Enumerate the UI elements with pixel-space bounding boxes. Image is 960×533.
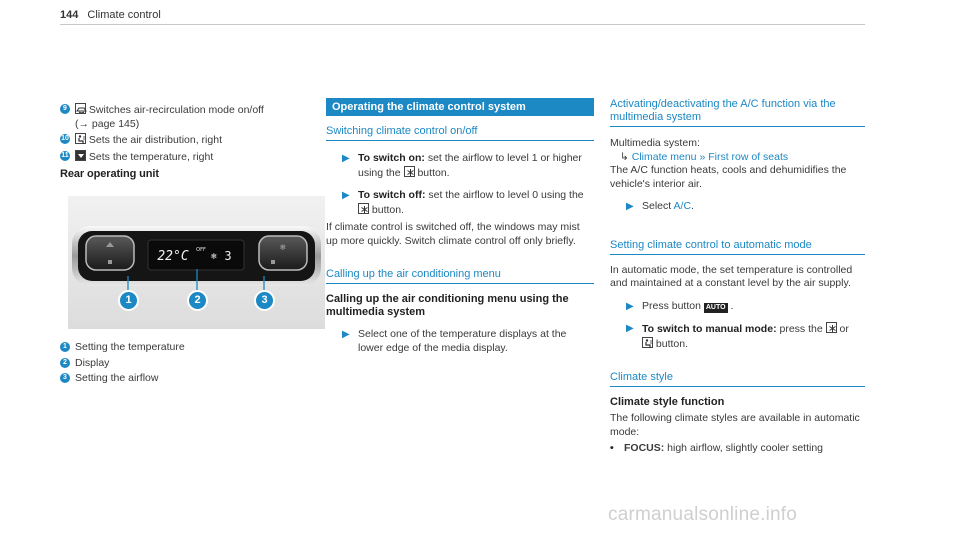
step-arrow-icon: ▶	[626, 300, 634, 312]
step-text-select-display: Select one of the temperature displays at the lower edge of the media display.	[358, 328, 567, 354]
middle-column	[326, 98, 594, 355]
header-divider	[60, 24, 865, 25]
badge-2: 2	[60, 358, 70, 368]
svg-text:❄: ❄	[210, 252, 218, 261]
menu-path	[620, 151, 865, 165]
paragraph-mist: If climate control is switched off, the windows may mist up more quickly. Switch climate control off only briefly.	[326, 221, 580, 247]
callout-3: 3	[254, 290, 275, 311]
step-arrow-icon: ▶	[626, 201, 634, 212]
watermark: carmanualsonline.info	[608, 504, 798, 525]
recirculation-icon	[75, 103, 86, 114]
step-arrow-icon: ▶	[342, 329, 350, 340]
path-chevron-icon: »	[699, 150, 706, 163]
legend-text-1: Setting the temperature	[75, 341, 185, 353]
step-press-auto: ▶ Press button AUTO .	[626, 299, 734, 312]
step-manual-bold: To switch to manual mode:	[642, 323, 777, 335]
legend-text-11: Sets the temperature, right	[88, 150, 214, 163]
legend-text-2: Display	[75, 356, 110, 369]
step-select-ac: ▶ Select A/C.	[626, 200, 694, 212]
badge-10: 10	[61, 135, 69, 142]
callout-1: 1	[118, 290, 139, 311]
badge-1: 1	[60, 342, 70, 352]
rear-operating-unit-heading: Rear operating unit	[60, 168, 159, 180]
callout-2: 2	[187, 290, 208, 311]
step-select-text: Select	[642, 200, 672, 212]
subheading-switching: Switching climate control on/off	[326, 125, 594, 141]
temperature-up-down-icon	[75, 150, 86, 161]
step-text-on-b: button.	[417, 166, 450, 179]
rear-operating-unit-photo	[68, 196, 325, 329]
subheading-automatic-mode: Setting climate control to automatic mode	[610, 239, 865, 255]
section-title: Climate control	[87, 9, 161, 21]
step-text-on-a: set the airflow to level 1 or higher using the	[358, 152, 582, 179]
paragraph-ac-function: The A/C function heats, cools and dehumidifies the vehicle's interior air.	[610, 164, 847, 190]
display-fan-level: 3	[224, 249, 232, 263]
legend-text-3: Setting the airflow	[75, 372, 159, 384]
step-switch-on	[342, 152, 594, 180]
legend-item-10	[60, 133, 322, 148]
legend-bottom	[60, 341, 322, 388]
legend-top	[60, 103, 322, 182]
step-arrow-icon: ▶	[342, 190, 350, 201]
badge-11: 11	[61, 151, 69, 159]
bullet-focus-text: high airflow, slightly cooler setting	[667, 442, 824, 454]
step-press-text: Press button	[642, 299, 701, 312]
step-manual-mode	[626, 322, 865, 351]
svg-text:❄: ❄	[279, 243, 287, 252]
paragraph-automatic: In automatic mode, the set temperature is controlled and maintained at a constant level by the air supply.	[610, 263, 853, 289]
subheading-calling-up: Calling up the air conditioning menu	[326, 268, 594, 284]
bullet-dot: •	[610, 442, 614, 454]
fan-button-icon	[404, 166, 415, 177]
badge-9: 9	[60, 104, 70, 114]
path-first-row: First row of seats	[708, 150, 789, 163]
step-text-off-b: button.	[371, 203, 405, 216]
right-column	[610, 98, 865, 456]
step-text-off-a: set the airflow to level 0 using the	[428, 189, 584, 201]
section-title-bar: Operating the climate control system	[326, 98, 594, 116]
display-temperature: 22°C	[157, 249, 189, 264]
step-arrow-icon: ▶	[626, 323, 634, 334]
fan-button-icon	[358, 203, 369, 214]
legend-text-9: Switches air-recirculation mode on/off	[88, 104, 264, 116]
badge-3: 3	[60, 373, 70, 383]
ac-link: A/C	[673, 200, 692, 212]
bullet-focus	[610, 442, 865, 456]
legend-item-2	[60, 357, 322, 371]
step-manual-text-c: button.	[655, 337, 689, 350]
system-label: Multimedia system:	[610, 137, 700, 149]
fan-button-icon	[826, 322, 837, 333]
step-arrow-icon: ▶	[342, 153, 350, 164]
step-bold-off: To switch off:	[358, 189, 426, 201]
heading-climate-style-function: Climate style function	[610, 396, 725, 408]
auto-button-icon: AUTO	[705, 303, 726, 311]
step-manual-text-a: press the	[779, 323, 823, 335]
legend-item-9	[60, 103, 322, 131]
paragraph-climate-styles: The following climate styles are available in automatic mode:	[610, 412, 860, 438]
legend-item-11	[60, 150, 322, 165]
bullet-focus-bold: FOCUS:	[624, 442, 665, 454]
page-header	[60, 9, 161, 23]
subheading-climate-style: Climate style	[610, 371, 865, 387]
legend-subtext-9: (→ page 145)	[75, 117, 140, 130]
display-off: OFF	[196, 247, 206, 253]
legend-item-3	[60, 372, 322, 386]
air-distribution-icon	[642, 337, 653, 348]
subheading-ac-function: Activating/deactivating the A/C function via the multimedia system	[610, 98, 865, 127]
step-select-display	[342, 328, 594, 355]
legend-item-1	[60, 341, 322, 355]
path-climate-menu: Climate menu	[631, 150, 697, 163]
page-number: 144	[60, 9, 79, 21]
legend-text-10: Sets the air distribution, right	[88, 134, 222, 146]
air-distribution-icon	[75, 133, 86, 144]
heading-calling-up-multimedia: Calling up the air conditioning menu using the multimedia system	[326, 293, 569, 318]
step-bold-on: To switch on:	[358, 152, 425, 164]
step-switch-off	[342, 189, 594, 217]
path-return-icon: ↳	[620, 150, 629, 163]
step-manual-text-b: or	[839, 323, 849, 335]
